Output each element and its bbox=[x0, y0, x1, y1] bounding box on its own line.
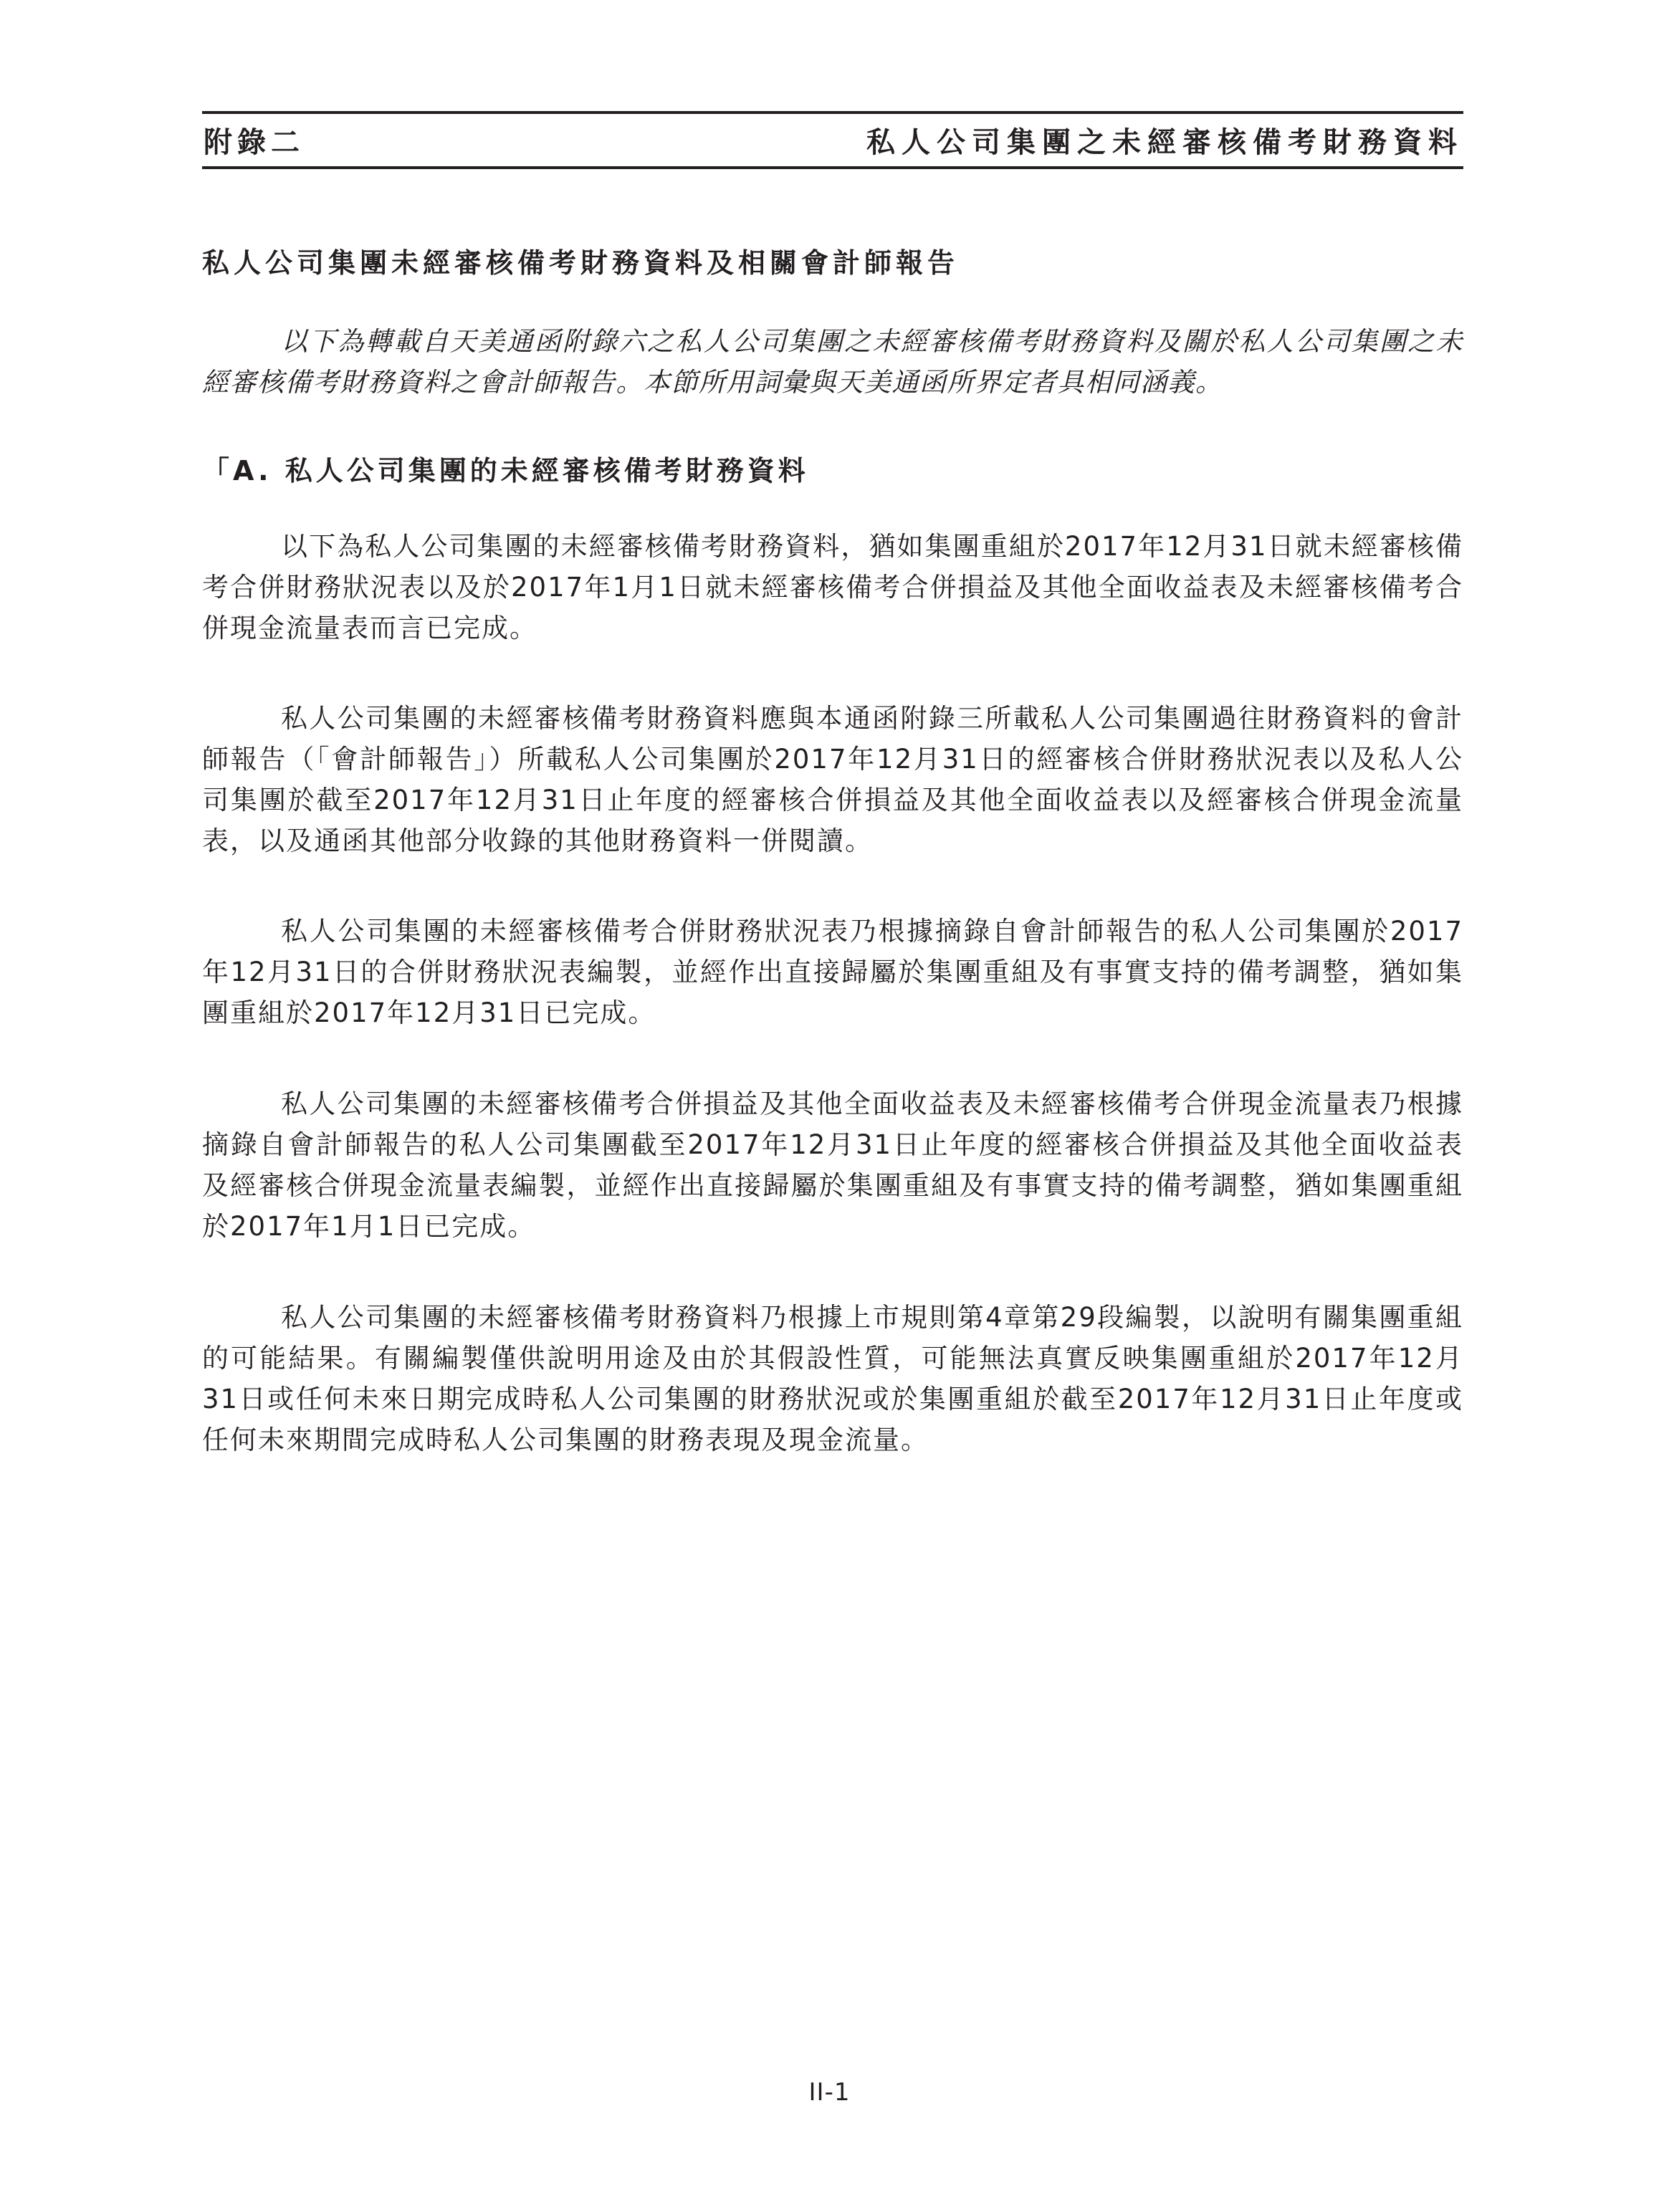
section-title: 私人公司集團未經審核備考財務資料及相關會計師報告 bbox=[202, 247, 960, 279]
page-header bbox=[202, 111, 1463, 169]
body-paragraph-2: 私人公司集團的未經審核備考財務資料應與本通函附錄三所載私人公司集團過往財務資料的會計師報告（「會計師報告」）所載私人公司集團於2017年12月31日的經審核合併財務狀況表以及私人公司集團於截至2017年12月31日止年度的經審核合併損益及其他全面收益表以及經審核合併現金流量表，以及通函其他部分收錄的其他財務資料一併閱讀。 bbox=[202, 703, 1463, 856]
subsection-title: 「A. 私人公司集團的未經審核備考財務資料 bbox=[202, 455, 809, 487]
page-number: II-1 bbox=[808, 2078, 851, 2107]
body-paragraph-1: 以下為私人公司集團的未經審核備考財務資料，猶如集團重組於2017年12月31日就未經審核備考合併財務狀況表以及於2017年1月1日就未經審核備考合併損益及其他全面收益表及未經審核備考合併現金流量表而言已完成。 bbox=[202, 531, 1463, 643]
intro-paragraph: 以下為轉載自天美通函附錄六之私人公司集團之未經審核備考財務資料及關於私人公司集團之未經審核備考財務資料之會計師報告。本節所用詞彙與天美通函所界定者具相同涵義。 bbox=[202, 326, 1463, 398]
header-title: 私人公司集團之未經審核備考財務資料 bbox=[866, 126, 1463, 159]
body-paragraph-3: 私人公司集團的未經審核備考合併財務狀況表乃根據摘錄自會計師報告的私人公司集團於2017年12月31日的合併財務狀況表編製，並經作出直接歸屬於集團重組及有事實支持的備考調整，猶如集團重組於2017年12月31日已完成。 bbox=[202, 916, 1463, 1028]
appendix-label: 附錄二 bbox=[204, 126, 305, 159]
body-paragraph-4: 私人公司集團的未經審核備考合併損益及其他全面收益表及未經審核備考合併現金流量表乃根據摘錄自會計師報告的私人公司集團截至2017年12月31日止年度的經審核合併損益及其他全面收益表及經審核合併現金流量表編製，並經作出直接歸屬於集團重組及有事實支持的備考調整，猶如集團重組於2017年1月1日已完成。 bbox=[202, 1088, 1463, 1242]
body-paragraph-5: 私人公司集團的未經審核備考財務資料乃根據上市規則第4章第29段編製，以說明有關集團重組的可能結果。有關編製僅供說明用途及由於其假設性質，可能無法真實反映集團重組於2017年12月31日或任何未來日期完成時私人公司集團的財務狀況或於集團重組於截至2017年12月31日止年度或任何未來期間完成時私人公司集團的財務表現及現金流量。 bbox=[202, 1302, 1463, 1455]
